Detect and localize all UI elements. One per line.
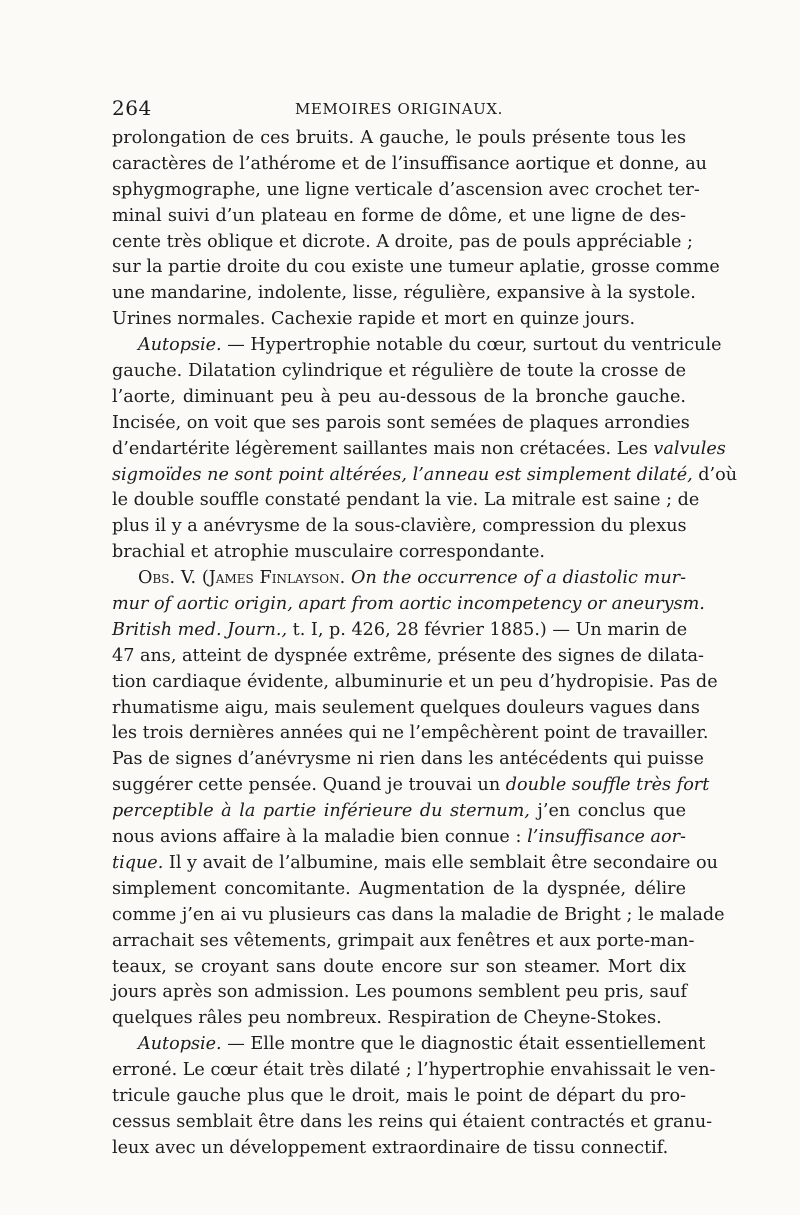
italic-text: On the occurrence of a diastolic mur-: [351, 568, 687, 589]
text-line: [112, 618, 686, 644]
text-segment: une mandarine, indolente, lisse, régulière, expansive à la systole.: [112, 283, 696, 304]
text-line: [112, 592, 705, 618]
text-line: [112, 281, 696, 307]
text-line: [112, 359, 686, 385]
text-segment: Urines normales. Cachexie rapide et mort en quinze jours.: [112, 309, 636, 330]
italic-text: tique.: [112, 852, 164, 873]
text-segment: tricule gauche plus que le droit, mais le point de départ du pro-: [112, 1085, 686, 1106]
text-segment: suggérer cette pensée. Quand je trouvai un: [112, 775, 506, 796]
text-line: [112, 411, 690, 437]
italic-text: double souffle très fort: [505, 775, 710, 796]
text-segment: l’aorte, diminuant peu à peu au-dessous de la bronche gauche.: [112, 386, 686, 407]
italic-text: sigmoïdes ne sont point altérées, l’anneau est simplement dilaté,: [112, 464, 693, 485]
text-line: [112, 566, 686, 592]
text-segment: le double souffle constaté pendant la vie. La mitrale est saine ; de: [112, 490, 700, 511]
text-line: [112, 955, 686, 981]
text-segment: plus il y a anévrysme de la sous-clavière, compression du plexus: [112, 516, 687, 537]
text-segment: leux avec un développement extraordinaire de tissu connectif.: [112, 1137, 669, 1158]
text-segment: Incisée, on voit que ses parois sont semées de plaques arrondies: [112, 412, 690, 433]
text-line: [112, 1110, 713, 1136]
text-segment: minal suivi d’un plateau en forme de dôme, et une ligne de des-: [112, 205, 686, 226]
italic-text: perceptible à la partie inférieure du sternum,: [112, 801, 530, 822]
text-line: [112, 152, 708, 178]
text-line: [112, 980, 686, 1006]
italic-text: mur of aortic origin, apart from aortic incompetency or aneurysm.: [112, 594, 705, 615]
text-line: [112, 204, 686, 230]
text-segment: .: [339, 568, 352, 589]
text-segment: brachial et atrophie musculaire correspondante.: [112, 542, 545, 563]
text-segment: sur la partie droite du cou existe une tumeur aplatie, grosse comme: [112, 257, 720, 278]
text-line: [112, 1084, 686, 1110]
text-line: [112, 255, 720, 281]
text-segment: James Finlayson: [208, 568, 340, 589]
italic-text: Autopsie.: [138, 1034, 222, 1055]
text-line: [112, 696, 700, 722]
text-line: [112, 773, 710, 799]
text-line: [112, 851, 718, 877]
text-segment: cessus semblait être dans les reins qui étaient contractés et granu-: [112, 1111, 713, 1132]
text-line: [112, 799, 686, 825]
text-segment: cente très oblique et dicrote. A droite, pas de pouls appréciable ;: [112, 231, 693, 252]
text-line: [112, 747, 704, 773]
text-line: [112, 514, 686, 540]
text-line: [112, 385, 686, 411]
text-line: [112, 488, 700, 514]
text-segment: les trois dernières années qui ne l’empêchèrent point de travailler.: [112, 723, 709, 744]
text-line: [112, 1006, 686, 1032]
text-line: [112, 877, 686, 903]
text-segment: 47 ans, atteint de dyspnée extrême, présente des signes de dilata-: [112, 645, 704, 666]
text-line: [112, 437, 726, 463]
text-segment: simplement concomitante. Augmentation de la dyspnée, délire: [112, 878, 686, 899]
text-line: [112, 903, 725, 929]
text-line: [112, 929, 695, 955]
text-segment: prolongation de ces bruits. A gauche, le pouls présente tous les: [112, 128, 686, 148]
text-segment: jours après son admission. Les poumons semblent peu pris, sauf: [112, 982, 688, 1003]
text-segment: erroné. Le cœur était très dilaté ; l’hypertrophie envahissait le ven-: [112, 1060, 716, 1081]
text-segment: — Elle montre que le diagnostic était essentiellement: [221, 1034, 706, 1055]
text-segment: quelques râles peu nombreux. Respiration de Cheyne-Stokes.: [112, 1008, 662, 1029]
text-segment: — Hypertrophie notable du cœur, surtout du ventricule: [221, 335, 722, 356]
text-segment: arrachait ses vêtements, grimpait aux fenêtres et aux porte-man-: [112, 930, 695, 951]
text-line: [112, 1032, 706, 1058]
italic-text: valvules: [653, 438, 726, 459]
text-line: [112, 670, 718, 696]
text-segment: Il y avait de l’albumine, mais elle semblait être secondaire ou: [163, 852, 718, 873]
text-segment: gauche. Dilatation cylindrique et régulière de toute la crosse de: [112, 361, 686, 382]
text-line: [112, 307, 686, 333]
text-segment: teaux, se croyant sans doute encore sur son steamer. Mort dix: [112, 956, 686, 977]
text-segment: d’endartérite légèrement saillantes mais non crétacées. Les: [112, 438, 654, 459]
text-line: [112, 463, 738, 489]
text-segment: Obs. V. (: [138, 568, 209, 589]
text-segment: caractères de l’athérome et de l’insuffisance aortique et donne, au: [112, 153, 708, 174]
text-line: [112, 644, 704, 670]
body-text: [112, 126, 738, 1162]
page-number: 264: [112, 96, 152, 120]
text-line: [112, 126, 686, 152]
page-header: [112, 96, 686, 122]
italic-text: Autopsie.: [138, 335, 222, 356]
italic-text: British med. Journ.,: [112, 619, 288, 640]
text-line: [112, 540, 686, 566]
italic-text: l’insuffisance aor-: [527, 827, 686, 848]
text-line: [112, 178, 700, 204]
text-line: [112, 1136, 686, 1162]
text-segment: j’en conclus que: [529, 801, 686, 822]
text-segment: sphygmographe, une ligne verticale d’ascension avec crochet ter-: [112, 179, 700, 200]
text-segment: nous avions affaire à la maladie bien connue :: [112, 827, 528, 848]
text-segment: tion cardiaque évidente, albuminurie et un peu d’hydropisie. Pas de: [112, 671, 718, 692]
text-line: [112, 721, 709, 747]
text-segment: t. I, p. 426, 28 février 1885.) — Un marin de: [287, 619, 688, 640]
text-segment: comme j’en ai vu plusieurs cas dans la maladie de Bright ; le malade: [112, 904, 725, 925]
running-title: MEMOIRES ORIGINAUX.: [294, 100, 504, 118]
text-segment: rhumatisme aigu, mais seulement quelques douleurs vagues dans: [112, 697, 700, 718]
text-segment: d’où: [692, 464, 738, 485]
text-segment: Pas de signes d’anévrysme ni rien dans les antécédents qui puisse: [112, 749, 704, 770]
text-line: [112, 230, 693, 256]
text-line: [112, 825, 686, 851]
text-line: [112, 1058, 716, 1084]
text-line: [112, 333, 722, 359]
